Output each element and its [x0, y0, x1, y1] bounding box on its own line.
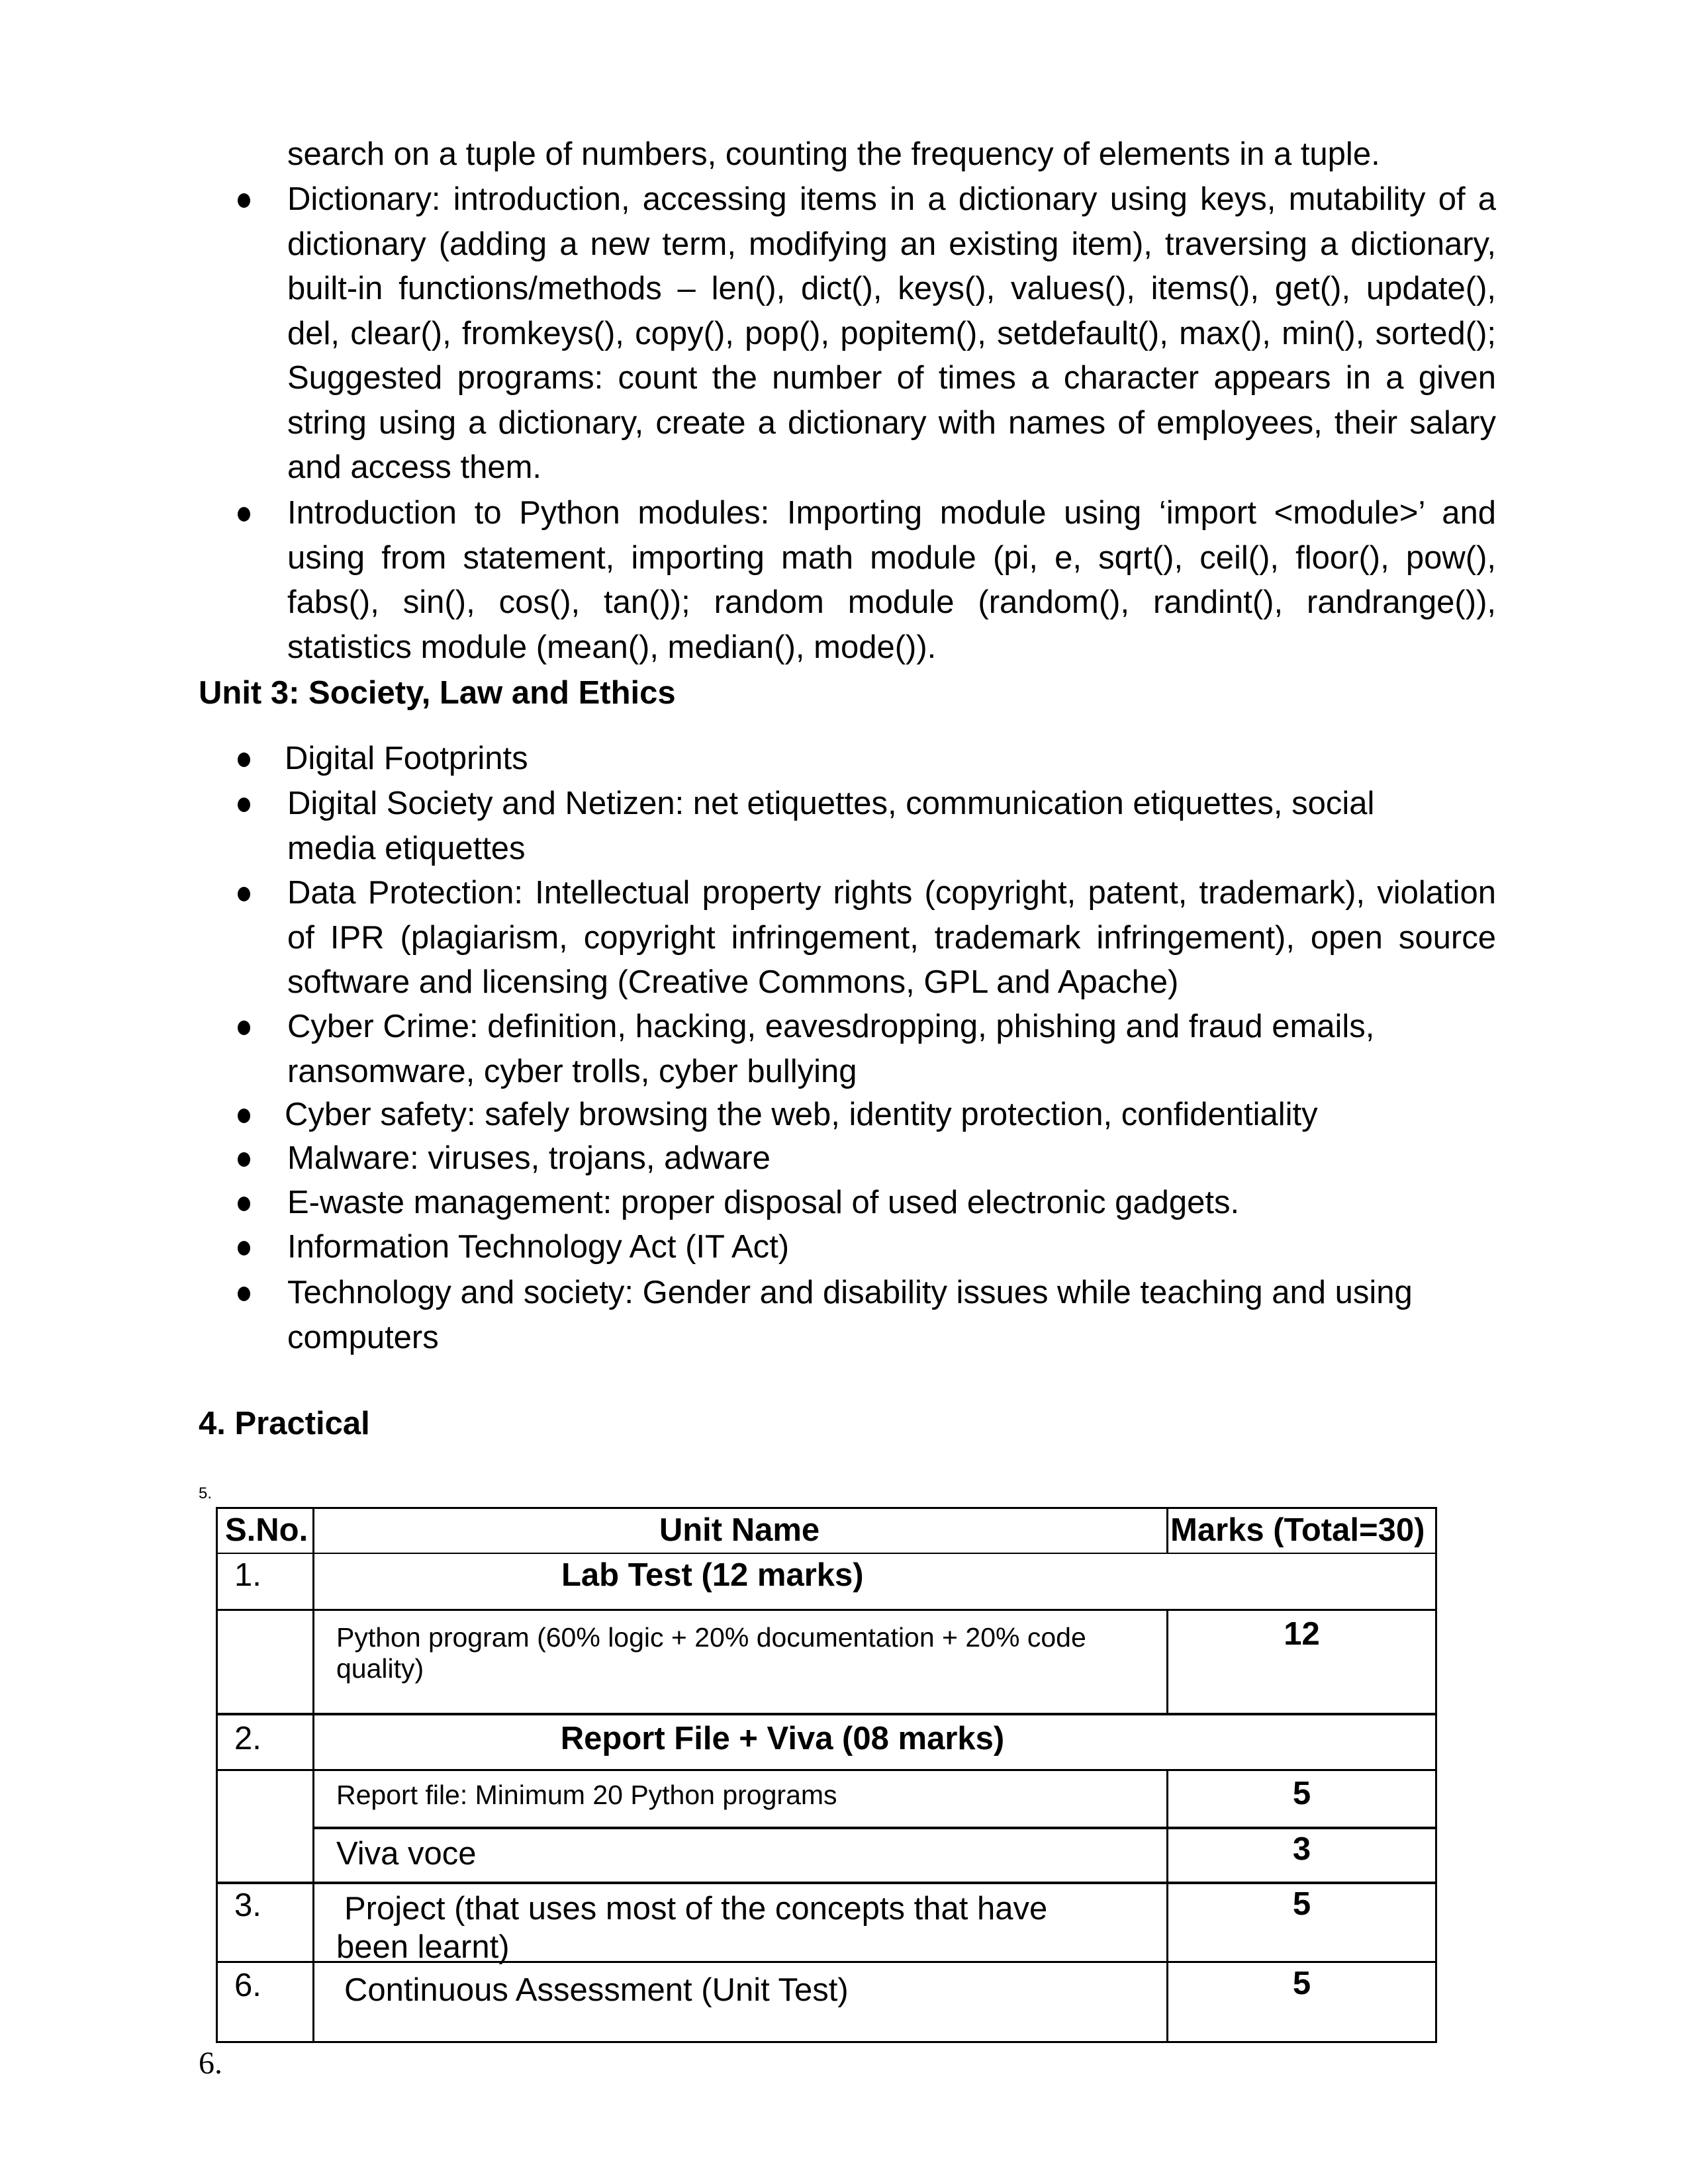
list-item-data-protection: [287, 871, 1496, 1005]
list-item-dictionary: [287, 177, 1496, 490]
header-marks: Marks (Total=30): [1170, 1512, 1425, 1548]
list-item-text: Digital Society and Netizen: net etiquettes, communication etiquettes, social media etiquettes: [287, 786, 1375, 866]
list-item-text: Data Protection: Intellectual property rights (copyright, patent, trademark), violation of IPR (plagiarism, copyright infringement, trademark infringement), open source software and licensing (Creative Commons, GPL and Apache): [287, 875, 1496, 1000]
row-sno: 3.: [234, 1888, 261, 1923]
bullet-icon: [238, 1287, 250, 1301]
table-border-top: [216, 1507, 1437, 1509]
list-marker: 5.: [199, 1484, 212, 1502]
tuple-paragraph-tail: search on a tuple of numbers, counting the frequency of elements in a tuple.: [287, 136, 1380, 172]
bullet-icon: [238, 797, 250, 812]
list-item-text: Cyber Crime: definition, hacking, eavesdropping, phishing and fraud emails, ransomware, cyber trolls, cyber bullying: [287, 1009, 1375, 1089]
table-rule: [216, 1553, 1437, 1554]
bullet-icon: [238, 1109, 250, 1123]
table-column-rule: [1166, 1507, 1168, 1554]
header-sno: S.No.: [225, 1512, 308, 1548]
list-item-it-act: [287, 1225, 1496, 1270]
row-sno: 6.: [234, 1968, 261, 2003]
bullet-icon: [238, 1152, 250, 1167]
bullet-icon: [238, 507, 250, 522]
bullet-icon: [238, 752, 250, 767]
list-item-technology-society: [287, 1271, 1496, 1360]
row-sno: 2.: [234, 1721, 261, 1756]
table-rule: [216, 1713, 1437, 1715]
row-group-title: Lab Test (12 marks): [561, 1557, 864, 1593]
row-unit-name: Python program (60% logic + 20% documentation + 20% code quality): [336, 1622, 1086, 1684]
row-marks: 5: [1292, 1886, 1311, 1922]
table-border-right: [1435, 1507, 1437, 2043]
bullet-icon: [238, 193, 250, 208]
list-item-cyber-crime: [287, 1005, 1496, 1094]
list-item-text: Cyber safety: safely browsing the web, identity protection, confidentiality: [285, 1097, 1318, 1132]
list-item-malware: [287, 1136, 1496, 1181]
trailing-list-marker: 6.: [199, 2046, 222, 2081]
bullet-icon: [238, 887, 250, 901]
list-item-cyber-safety: [285, 1093, 1493, 1138]
row-marks: 5: [1292, 1776, 1311, 1811]
practical-marks-table: [216, 1507, 1437, 2043]
row-group-title: Report File + Viva (08 marks): [560, 1721, 1005, 1756]
row-unit-name: Project (that uses most of the concepts that have been learnt): [336, 1891, 1048, 1965]
row-marks: 3: [1292, 1831, 1311, 1867]
list-item-digital-footprints: [285, 737, 1493, 782]
practical-heading: 4. Practical: [199, 1406, 370, 1441]
bullet-icon: [238, 1021, 250, 1035]
list-item-e-waste: [287, 1181, 1496, 1226]
bullet-icon: [238, 1197, 250, 1211]
row-unit-name: Report file: Minimum 20 Python programs: [336, 1780, 837, 1810]
row-marks: 12: [1284, 1616, 1320, 1652]
list-item-text: Dictionary: introduction, accessing items in a dictionary using keys, mutability of a dictionary (adding a new term, modifying an existing item), traversing a dictionary, built-in functions/methods – len(), dict(), keys(), values(), items(), get(), update(), del, clear(), fromkeys(), copy(), pop(), popitem(), setdefault(), max(), min(), sorted(); Suggested programs: count the number of times a character appears in a given string using a dictionary, create a dictionary with names of employees, their salary and access them.: [287, 181, 1496, 485]
list-item-text: E-waste management: proper disposal of used electronic gadgets.: [287, 1185, 1240, 1220]
table-rule: [216, 1769, 1437, 1771]
bullet-icon: [238, 1241, 250, 1255]
list-item-python-modules: [287, 491, 1496, 670]
row-unit-name: Continuous Assessment (Unit Test): [344, 1972, 849, 2008]
row-unit-name: Viva voce: [336, 1836, 477, 1872]
list-item-digital-society: [287, 782, 1496, 871]
list-item-text: Malware: viruses, trojans, adware: [287, 1140, 771, 1176]
table-border-bottom: [216, 2041, 1437, 2043]
row-sno: 1.: [234, 1557, 261, 1593]
list-item-text: Technology and society: Gender and disability issues while teaching and using computers: [287, 1275, 1413, 1355]
list-item-text: Information Technology Act (IT Act): [287, 1229, 790, 1265]
row-marks: 5: [1292, 1966, 1311, 2001]
unit3-heading: Unit 3: Society, Law and Ethics: [199, 675, 676, 711]
header-unit-name: Unit Name: [659, 1512, 820, 1548]
table-border-left: [216, 1507, 218, 2043]
table-rule: [216, 1609, 1437, 1611]
list-item-text: Digital Footprints: [285, 741, 528, 776]
table-column-rule: [312, 1507, 314, 2043]
list-item-text: Introduction to Python modules: Importing module using ‘import <module>’ and using from statement, importing math module (pi, e, sqrt(), ceil(), floor(), pow(), fabs(), sin(), cos(), tan()); random module (random(), randint(), randrange()), statistics module (mean(), median(), mode()).: [287, 495, 1496, 665]
